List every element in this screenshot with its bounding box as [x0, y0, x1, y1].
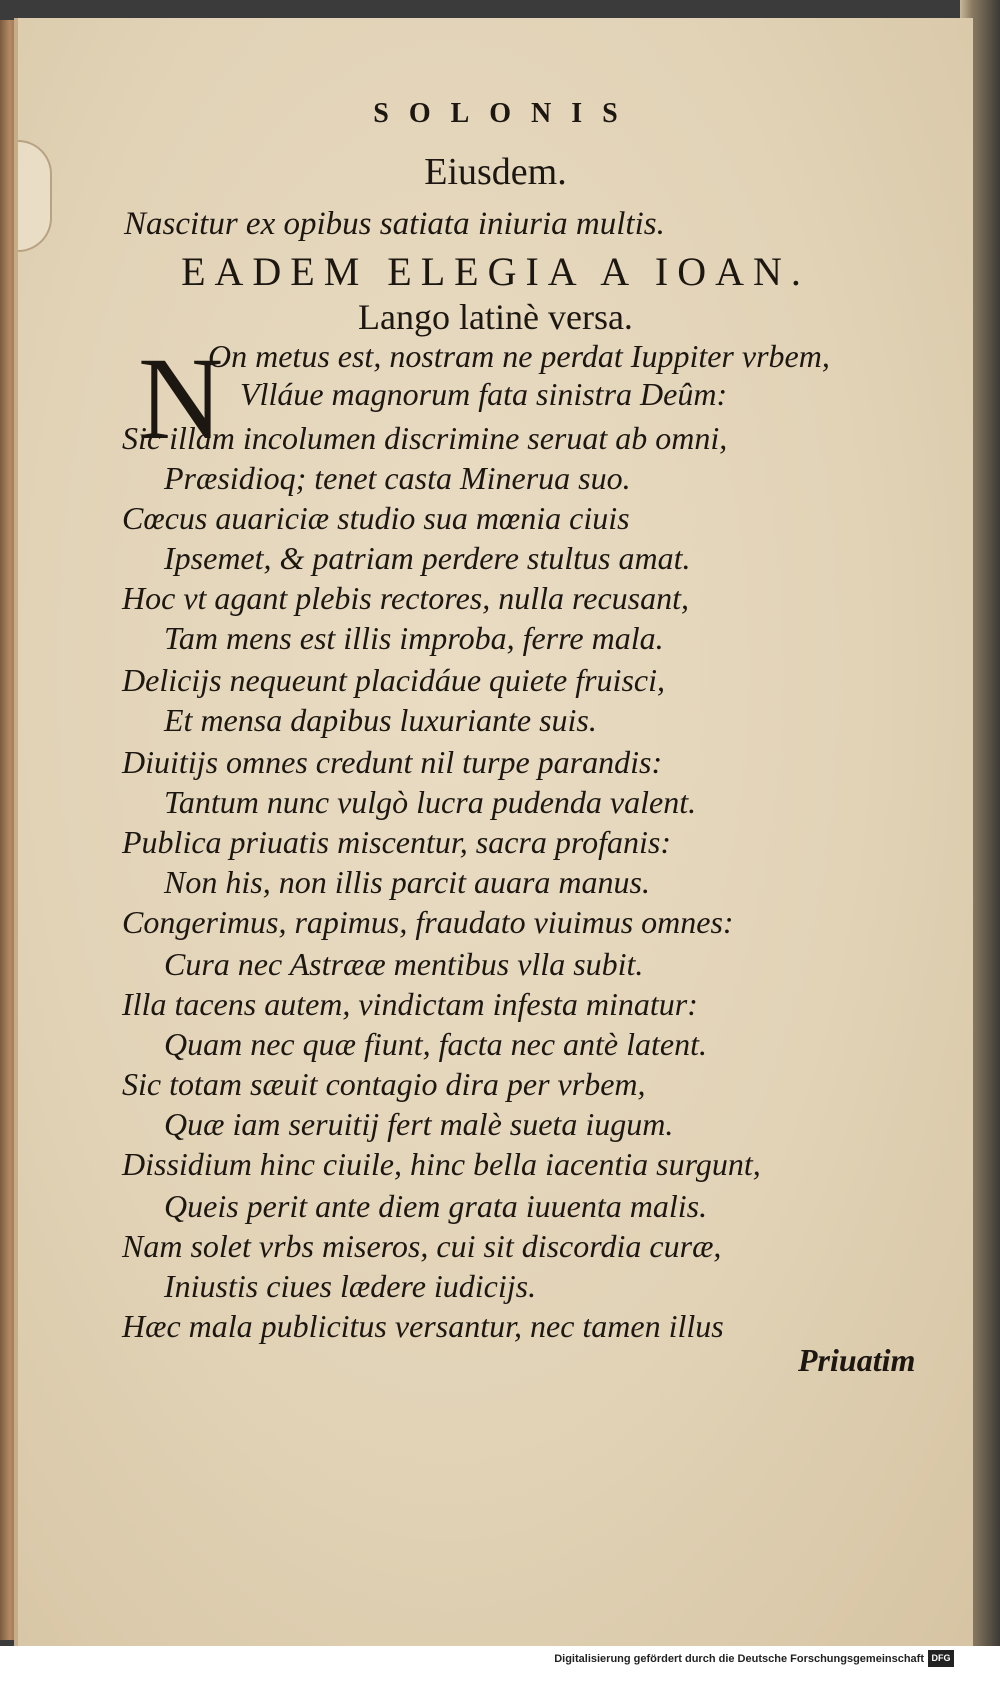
- verse-line-20: Quæ iam seruitij fert malè sueta iugum.: [164, 1106, 674, 1142]
- verse-line-13: Publica priuatis miscentur, sacra profanis:: [122, 824, 672, 860]
- verse-line-22: Queis perit ante diem grata iuuenta malis.: [164, 1188, 708, 1224]
- verse-line-23: Nam solet vrbs miseros, cui sit discordia curæ,: [122, 1228, 722, 1264]
- verse-line-12: Tantum nunc vulgò lucra pudenda valent.: [164, 784, 697, 820]
- intro-verse-line: Nascitur ex opibus satiata iniuria multis.: [124, 206, 665, 242]
- verse-line-11: Diuitijs omnes credunt nil turpe parandis:: [122, 744, 663, 780]
- verse-line-4: Præsidioq; tenet casta Minerua suo.: [164, 460, 631, 496]
- verse-line-15: Congerimus, rapimus, fraudato viuimus omnes:: [122, 904, 734, 940]
- verse-line-21: Dissidium hinc ciuile, hinc bella iacentia surgunt,: [122, 1146, 761, 1182]
- verse-line-19: Sic totam sæuit contagio dira per vrbem,: [122, 1066, 646, 1102]
- verse-line-5: Cœcus auariciæ studio sua mœnia ciuis: [122, 500, 630, 536]
- book-page: [14, 18, 973, 1646]
- verse-line-7: Hoc vt agant plebis rectores, nulla recusant,: [122, 580, 690, 616]
- verse-line-24: Iniustis ciues lædere iudicijs.: [164, 1268, 537, 1304]
- verse-line-8: Tam mens est illis improba, ferre mala.: [164, 620, 664, 656]
- heading-eiusdem: Eiusdem.: [424, 151, 567, 193]
- verse-line-9: Delicijs nequeunt placidáue quiete fruisci,: [122, 662, 665, 698]
- dfg-logo-icon: DFG: [928, 1650, 954, 1667]
- verse-line-18: Quam nec quæ fiunt, facta nec antè latent.: [164, 1026, 707, 1062]
- heading-eadem-elegia: EADEM ELEGIA A IOAN.: [181, 249, 810, 294]
- verse-line-25: Hæc mala publicitus versantur, nec tamen illus: [122, 1308, 724, 1344]
- footer-credit: Digitalisierung gefördert durch die Deutsche Forschungsgemeinschaft: [554, 1653, 924, 1665]
- verse-line-16: Cura nec Astrææ mentibus vlla subit.: [164, 946, 644, 982]
- heading-lango: Lango latinè versa.: [358, 297, 633, 337]
- verse-line-1: On metus est, nostram ne perdat Iuppiter vrbem,: [208, 338, 830, 374]
- verse-line-10: Et mensa dapibus luxuriante suis.: [164, 702, 597, 738]
- verse-line-17: Illa tacens autem, vindictam infesta minatur:: [122, 986, 698, 1022]
- verse-line-2: Vlláue magnorum fata sinistra Deûm:: [240, 376, 728, 412]
- running-head: SOLONIS: [373, 98, 638, 129]
- drop-cap: N: [138, 333, 224, 464]
- verse-line-14: Non his, non illis parcit auara manus.: [164, 864, 650, 900]
- verse-line-6: Ipsemet, & patriam perdere stultus amat.: [164, 540, 691, 576]
- catchword: Priuatim: [798, 1342, 916, 1378]
- page-text: [18, 18, 973, 1646]
- verse-line-3: Sic illam incolumen discrimine seruat ab omni,: [122, 420, 728, 456]
